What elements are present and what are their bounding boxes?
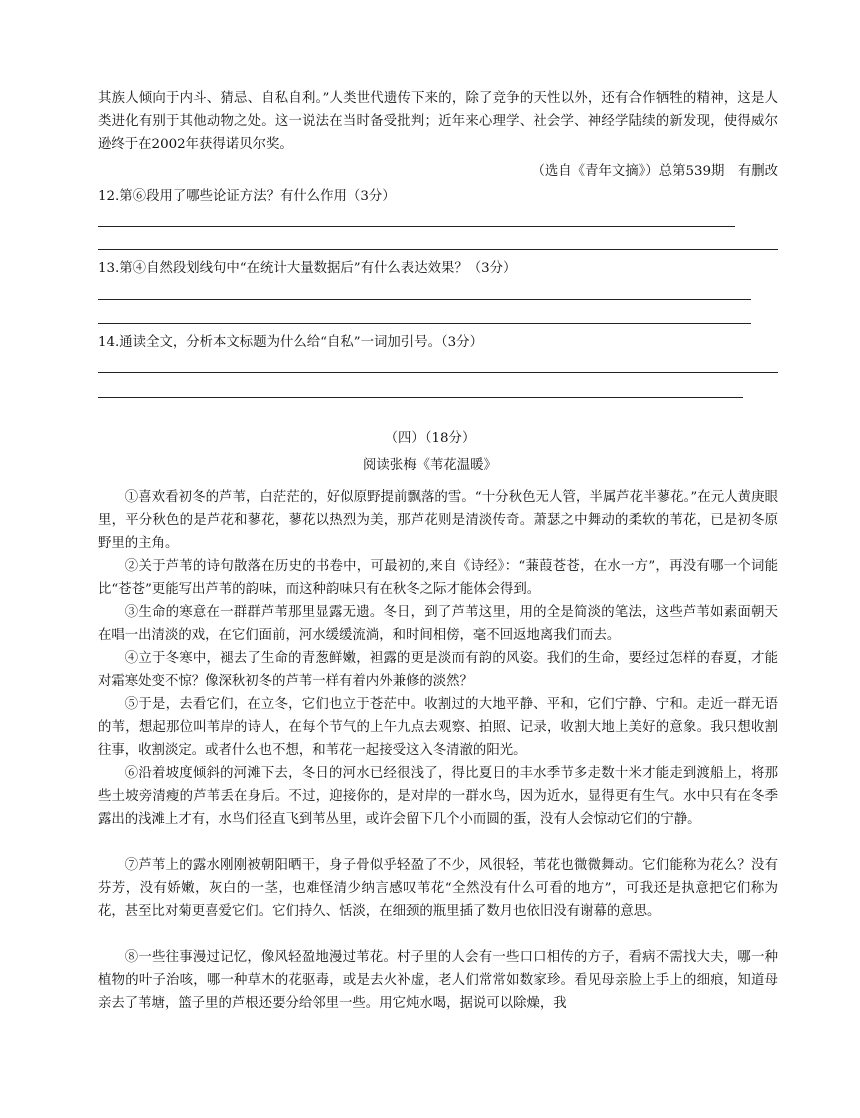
answer-line: [98, 323, 751, 324]
paragraph-6: ⑥沿着坡度倾斜的河滩下去，冬日的河水已经很浅了，得比夏日的丰水季节多走数十米才能走到渡船上，将那些土坡旁清瘦的芦苇丢在身后。不过，迎接你的，是对岸的一群水鸟，因为近水，显得更有生气。水中只有在冬季露出的浅滩上才有，水鸟们径直飞到苇丛里，或许会留下几个小而圆的蛋，没有人会惊动它们的宁静。: [98, 766, 778, 827]
paragraph-1: ①喜欢看初冬的芦苇，白茫茫的，好似原野提前飘落的雪。“十分秋色无人管，半属芦花半蓼花。”在元人黄庚眼里，平分秋色的是芦花和蓼花，蓼花以热烈为美，那芦花则是清淡传奇。萧瑟之中舞动的柔软的苇花，已是初冬原野里的主角。: [98, 490, 778, 551]
answer-line: [98, 226, 735, 227]
question-13: 13.第④自然段划线句中“在统计大量数据后”有什么表达效果？（3分）: [98, 261, 517, 276]
answer-line: [98, 249, 778, 250]
reading-title: 阅读张梅《苇花温暖》: [363, 458, 497, 473]
paragraph-8: ⑧一些往事漫过记忆，像风轻盈地漫过苇花。村子里的人会有一些口口相传的方子，看病不需找大夫，哪一种植物的叶子治咳，哪一种草木的花驱毒，或是去火补虚，老人们常常如数家珍。看见母亲脸上手上的细痕，知道母亲去了苇塘，篮子里的芦根还要分给邻里一些。用它炖水喝，据说可以除燥，我: [98, 950, 778, 1011]
question-12: 12.第⑥段用了哪些论证方法？有什么作用（3分）: [98, 189, 396, 204]
section-heading: （四）（18分）: [384, 431, 476, 446]
source-citation: （选自《青年文摘》）总第539期 有删改: [531, 164, 778, 179]
answer-line: [98, 299, 751, 300]
paragraph-4: ④立于冬寒中，褪去了生命的青葱鲜嫩，袒露的更是淡而有韵的风姿。我们的生命，要经过怎样的春夏，才能对霜寒处变不惊？像深秋初冬的芦苇一样有着内外兼修的淡然？: [98, 651, 778, 689]
paragraph-5: ⑤于是，去看它们，在立冬，它们也立于苍茫中。收割过的大地平静、平和，它们宁静、宁和。走近一群无语的苇，想起那位叫苇岸的诗人，在每个节气的上午九点去观察、拍照、记录，收割大地上美好的意象。我只想收割往事，收割淡定。或者什么也不想，和苇花一起接受这入冬清澈的阳光。: [98, 697, 778, 758]
paragraph-7: ⑦芦苇上的露水刚刚被朝阳晒干，身子骨似乎轻盈了不少，风很轻，苇花也微微舞动。它们能称为花么？没有芬芳，没有娇嫩，灰白的一茎，也难怪清少纳言感叹苇花“全然没有什么可看的地方”，可我还是执意把它们称为花，甚至比对菊更喜爱它们。它们持久、恬淡，在细颈的瓶里插了数月也依旧没有谢幕的意思。: [98, 858, 778, 919]
answer-line: [98, 397, 743, 398]
answer-line: [98, 372, 778, 373]
question-14: 14.通读全文，分析本文标题为什么给“自私”一词加引号。（3分）: [98, 335, 483, 350]
intro-paragraph: 其族人倾向于内斗、猜忌、自私自利。”人类世代遗传下来的，除了竞争的天性以外，还有合作牺牲的精神，这是人类进化有别于其他动物之处。这一说法在当时备受批判；近年来心理学、社会学、神经学陆续的新发现，使得威尔逊终于在2002年获得诺贝尔奖。: [98, 91, 778, 152]
paragraph-3: ③生命的寒意在一群群芦苇那里显露无遗。冬日，到了芦苇这里，用的全是简淡的笔法，这些芦苇如素面朝天在唱一出清淡的戏，在它们面前，河水缓缓流淌，和时间相傍，毫不回返地离我们而去。: [98, 605, 778, 643]
paragraph-2: ②关于芦苇的诗句散落在历史的书卷中，可最初的,来自《诗经》：“蒹葭苍苍，在水一方”，再没有哪一个词能比“苍苍”更能写出芦苇的韵味，而这种韵味只有在秋冬之际才能体会得到。: [98, 559, 778, 597]
